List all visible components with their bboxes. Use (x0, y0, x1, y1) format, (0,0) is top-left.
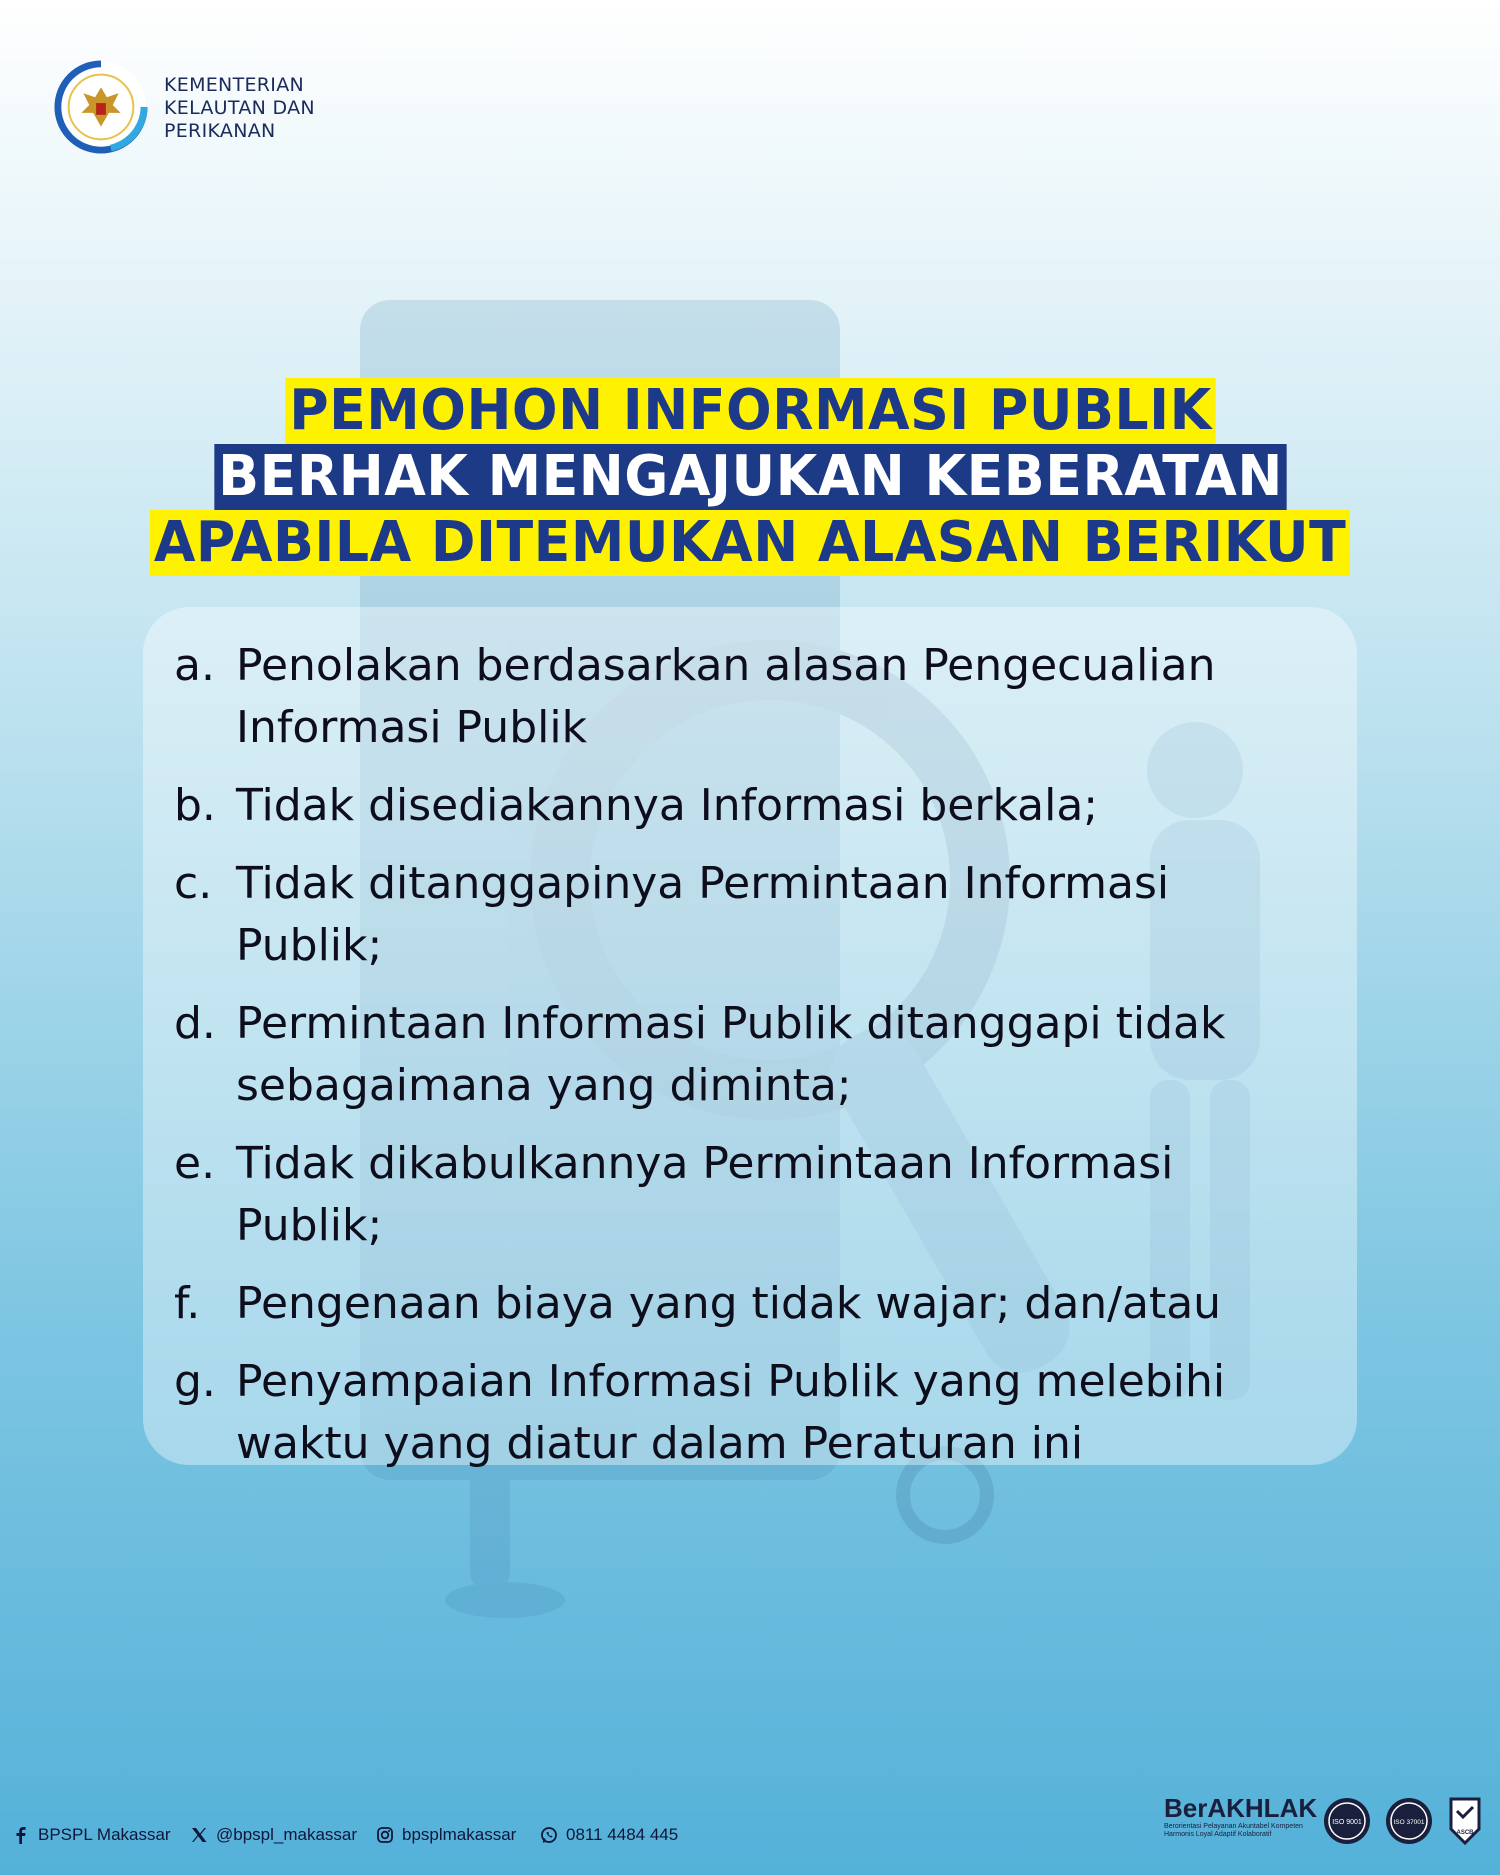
berakhlak-logo (1164, 1793, 1318, 1839)
reason-marker: c. (174, 858, 213, 909)
reason-item-f (174, 1273, 1354, 1335)
reason-text-line: Penyampaian Informasi Publik yang melebihi (236, 1356, 1226, 1407)
instagram-icon (376, 1826, 394, 1844)
reason-marker: g. (174, 1356, 216, 1407)
whatsapp-number: 0811 4484 445 (566, 1825, 679, 1844)
instagram-handle: bpsplmakassar (402, 1825, 517, 1844)
iso-9001-badge-icon (1322, 1796, 1372, 1846)
reason-item-a (174, 635, 1354, 759)
reason-marker: f. (174, 1278, 201, 1329)
reason-text-line: Permintaan Informasi Publik ditanggapi tidak (236, 998, 1226, 1049)
whatsapp-icon (540, 1826, 558, 1844)
headline (0, 378, 1500, 576)
reason-text-line: Penolakan berdasarkan alasan Pengecualian (236, 640, 1216, 691)
headline-line-2: BERHAK MENGAJUKAN KEBERATAN (214, 444, 1286, 510)
reason-marker: b. (174, 780, 216, 831)
facebook-icon (12, 1826, 30, 1844)
headline-line-1: PEMOHON INFORMASI PUBLIK (285, 378, 1215, 444)
berakhlak-title: BerAKHLAK (1164, 1793, 1318, 1823)
reason-item-d (174, 993, 1354, 1117)
iso-37001-badge-icon (1384, 1796, 1434, 1846)
reason-text-line: Tidak ditanggapinya Permintaan Informasi (236, 858, 1170, 909)
whatsapp-link[interactable] (540, 1825, 678, 1845)
x-icon (190, 1826, 208, 1844)
facebook-handle: BPSPL Makassar (38, 1825, 171, 1844)
org-name-line-3: PERIKANAN (164, 120, 276, 142)
reason-text-line: Publik; (236, 920, 383, 971)
berakhlak-tagline-1: Berorientasi Pelayanan Akuntabel Kompeten (1164, 1823, 1303, 1830)
reason-item-c (174, 853, 1354, 977)
reason-text-line: sebagaimana yang diminta; (236, 1060, 852, 1111)
badge-3-label: ASCB (1456, 1830, 1474, 1836)
reason-text-line: Publik; (236, 1200, 383, 1251)
reason-item-e (174, 1133, 1354, 1257)
kkp-logo (52, 58, 150, 156)
reason-text-line: Informasi Publik (236, 702, 588, 753)
badge-1-label: ISO 9001 (1332, 1819, 1362, 1826)
facebook-link[interactable] (12, 1825, 171, 1845)
x-handle: @bpspl_makassar (216, 1825, 358, 1844)
reason-marker: a. (174, 640, 215, 691)
reason-item-b (174, 775, 1354, 837)
reason-text-line: Tidak dikabulkannya Permintaan Informasi (236, 1138, 1174, 1189)
berakhlak-tagline-2: Harmonis Loyal Adaptif Kolaboratif (1164, 1831, 1272, 1838)
reason-item-g (174, 1351, 1354, 1475)
instagram-link[interactable] (376, 1825, 516, 1845)
reason-text-line: Pengenaan biaya yang tidak wajar; dan/atau (236, 1278, 1222, 1329)
headline-line-3: APABILA DITEMUKAN ALASAN BERIKUT (150, 510, 1350, 576)
organization-name (164, 74, 315, 143)
reason-marker: e. (174, 1138, 216, 1189)
badge-2-label: ISO 37001 (1393, 1819, 1425, 1826)
reason-text-line: Tidak disediakannya Informasi berkala; (236, 780, 1099, 831)
reasons-list (174, 635, 1354, 1491)
org-name-line-2: KELAUTAN DAN (164, 97, 315, 119)
ascb-badge-icon (1448, 1796, 1482, 1846)
reason-text-line: waktu yang diatur dalam Peraturan ini (236, 1418, 1084, 1469)
org-name-line-1: KEMENTERIAN (164, 74, 305, 96)
reason-marker: d. (174, 998, 216, 1049)
x-link[interactable] (190, 1825, 357, 1845)
